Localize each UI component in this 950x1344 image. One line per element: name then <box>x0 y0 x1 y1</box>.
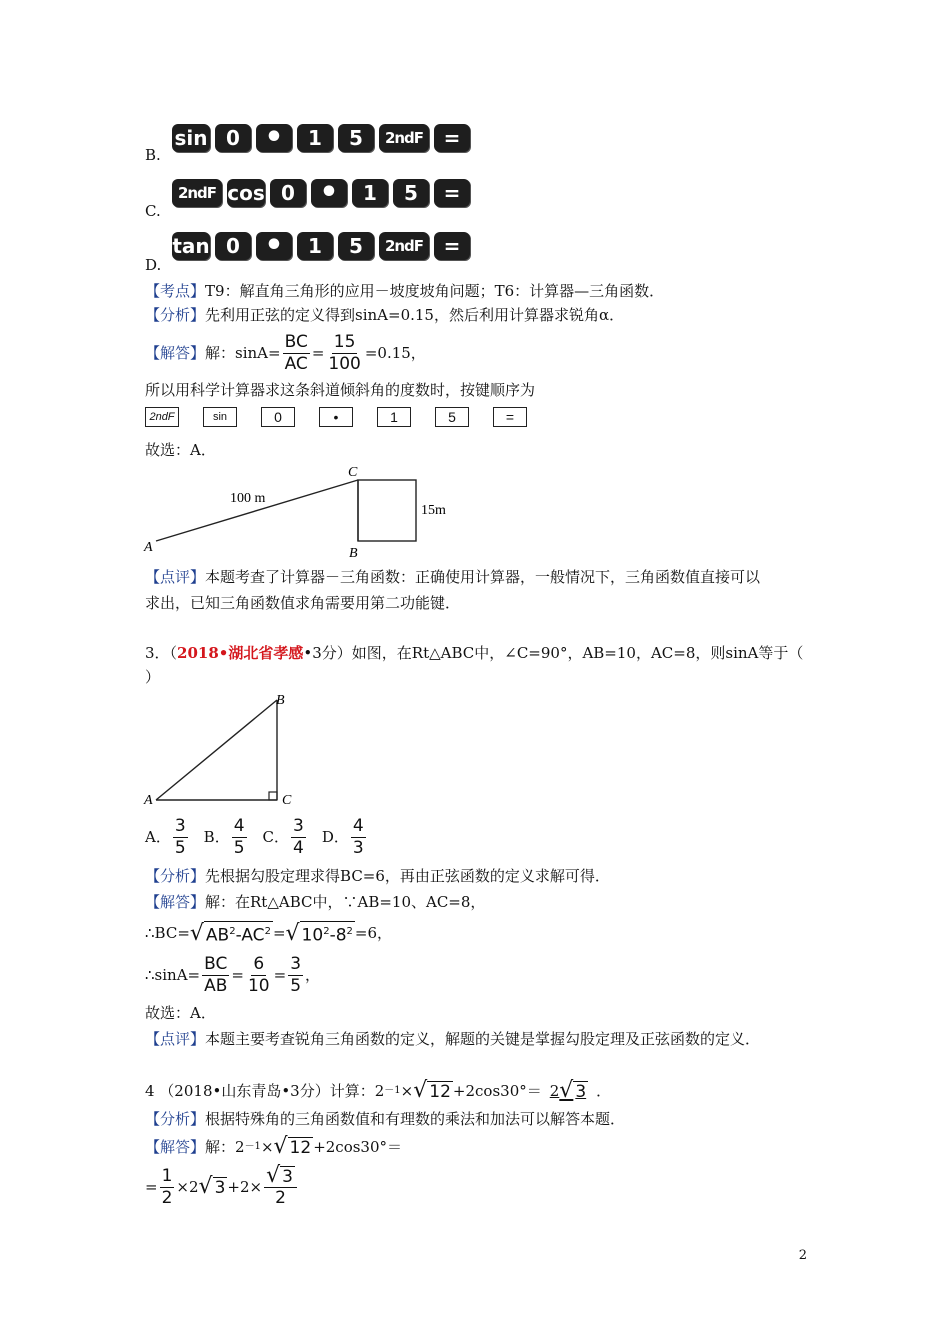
calc-key: 5 <box>338 124 374 152</box>
fraction <box>326 332 362 375</box>
denominator: 3 <box>352 837 364 858</box>
exponent: 2 <box>346 925 353 937</box>
radicand: 10 <box>301 925 324 946</box>
sqrt-icon: √ <box>189 921 204 947</box>
option-label: B． <box>203 828 230 846</box>
numerator: 4 <box>352 815 364 836</box>
step-mid: ×2 <box>176 1178 199 1196</box>
fraction <box>288 954 303 997</box>
calc-key: 5 <box>338 232 374 260</box>
numerator: 3 <box>293 815 304 836</box>
sqrt-expression <box>199 1176 228 1198</box>
numerator: 1 <box>161 1165 173 1186</box>
times-sign: × <box>400 1082 414 1100</box>
key-box: 2ndF <box>145 407 179 427</box>
radicand: -8 <box>329 925 347 946</box>
bc-prefix: ∴BC= <box>145 924 190 942</box>
label-b: B <box>349 546 358 561</box>
answer-coef: 2 <box>549 1082 560 1100</box>
label-a: A <box>144 540 153 555</box>
label-c: C <box>348 465 358 480</box>
numerator: 15 <box>333 331 356 352</box>
q4-head: 4 （2018•山东青岛•3分）计算：2 <box>145 1082 385 1100</box>
numerator: 3 <box>174 815 186 836</box>
denominator: 5 <box>233 837 245 858</box>
calc-key: = <box>434 124 470 152</box>
calc-key: 0 <box>215 232 251 260</box>
option-fraction <box>232 816 247 859</box>
jieda-tag: 【解答】 <box>145 1138 206 1156</box>
calc-key: = <box>434 179 470 207</box>
q3-source: 2018•湖北省孝感 <box>177 644 304 662</box>
q4-jieda <box>145 1133 402 1161</box>
fenxi-line <box>145 305 624 325</box>
option-b-keys <box>172 120 475 155</box>
q3-number: 3．（ <box>145 644 178 662</box>
fenxi-text: 先根据勾股定理求得BC=6，再由正弦函数的定义求解可得． <box>205 867 610 885</box>
jieda-tag: 【解答】 <box>145 344 206 362</box>
radicand: 12 <box>289 1138 312 1158</box>
jieda-prefix: 解：sinA= <box>205 344 281 362</box>
equals-sign: = <box>311 344 325 362</box>
fraction <box>264 1165 297 1209</box>
equals-sign: = <box>273 966 287 984</box>
jieda-head: 解：2 <box>205 1138 245 1156</box>
radicand: 3 <box>214 1178 226 1198</box>
sqrt-expression <box>274 1136 314 1158</box>
option-fraction <box>173 816 188 859</box>
triangle-diagram <box>140 686 310 810</box>
equals-sign: = <box>145 1178 158 1196</box>
key-box: sin <box>203 407 237 427</box>
sqrt-icon: √ <box>266 1163 281 1188</box>
denominator: 10 <box>247 975 270 996</box>
numerator: 6 <box>253 953 265 974</box>
sqrt-expression <box>286 921 355 946</box>
calc-key: 5 <box>393 179 429 207</box>
calc-key: 2ndF <box>172 179 222 207</box>
q3-stem-text: •3分）如图，在Rt△ABC中，∠C=90°，AB=10，AC=8，则sinA等于（ <box>303 644 804 662</box>
calc-key: 2ndF <box>379 232 429 260</box>
calc-key: • <box>256 124 292 152</box>
dianping-tag: 【点评】 <box>145 568 206 586</box>
denominator: AB <box>204 975 228 996</box>
order-text: 所以用科学计算器求这条斜道倾斜角的度数时，按键顺序为 <box>145 381 536 399</box>
calc-key: • <box>256 232 292 260</box>
calc-key: sin <box>172 124 210 152</box>
numerator <box>264 1165 297 1188</box>
kaodian-text: T9：解直角三角形的应用－坡度坡角问题；T6：计算器—三角函数． <box>205 282 665 300</box>
denominator: 5 <box>174 837 186 858</box>
option-c-keys <box>172 175 475 210</box>
fraction <box>246 954 272 997</box>
fenxi-tag: 【分析】 <box>145 1110 206 1128</box>
fraction <box>160 1166 175 1209</box>
denominator: 2 <box>161 1187 173 1208</box>
label-side: 15m <box>421 503 446 518</box>
calc-key: 1 <box>297 124 333 152</box>
fenxi-tag: 【分析】 <box>145 306 206 324</box>
q3-close: ） <box>145 668 161 686</box>
q4-tail: +2cos30°＝ <box>452 1082 542 1100</box>
slope-line <box>156 480 358 541</box>
calc-key: tan <box>172 234 210 258</box>
numerator: 3 <box>290 953 302 974</box>
dianping-tag: 【点评】 <box>145 1030 206 1048</box>
sqrt-icon: √ <box>413 1078 428 1103</box>
fraction <box>202 954 229 997</box>
q3-choose: 故选：A． <box>145 1004 216 1022</box>
step-plus: +2× <box>227 1178 263 1196</box>
order-keys <box>145 407 551 427</box>
page-number: 2 <box>798 1248 807 1263</box>
times-sign: × <box>260 1138 274 1156</box>
option-label: C． <box>262 828 290 846</box>
numerator: BC <box>284 331 308 352</box>
q4-step <box>145 1164 299 1210</box>
side-ab <box>156 700 277 800</box>
denominator: 2 <box>275 1188 286 1208</box>
key-box: 1 <box>377 407 411 427</box>
radicand: 3 <box>282 1167 293 1187</box>
option-c-label: C. <box>145 202 161 220</box>
denominator: AC <box>284 353 308 374</box>
sin-tail: ， <box>305 966 321 984</box>
exponent: －1 <box>244 1141 261 1152</box>
calc-key: 1 <box>352 179 388 207</box>
fenxi-text: 先利用正弦的定义得到sinA=0.15，然后利用计算器求锐角α． <box>205 306 625 324</box>
q3-sin-line <box>145 953 320 997</box>
label-c: C <box>282 793 292 808</box>
exponent: 2 <box>264 925 271 937</box>
sqrt-expression <box>413 1080 453 1102</box>
fraction <box>283 332 310 375</box>
radicand: AB <box>205 925 230 946</box>
sqrt-icon: √ <box>285 921 300 947</box>
q3-dianping <box>145 1029 760 1049</box>
sqrt-icon: √ <box>198 1174 213 1199</box>
q4-stem <box>145 1076 611 1106</box>
fenxi-text: 根据特殊角的三角函数值和有理数的乘法和加法可以解答本题． <box>205 1110 626 1128</box>
option-d <box>145 255 161 275</box>
slope-diagram <box>140 462 460 562</box>
sqrt-expression <box>190 921 273 946</box>
exponent: 2 <box>323 925 330 937</box>
option-label: A． <box>145 828 171 846</box>
q4-fenxi <box>145 1109 625 1129</box>
option-b <box>145 145 161 165</box>
dianping-text: 本题主要考查锐角三角函数的定义，解题的关键是掌握勾股定理及正弦函数的定义． <box>205 1030 761 1048</box>
sqrt-icon: √ <box>559 1078 574 1103</box>
numerator: BC <box>204 953 228 974</box>
calc-key: cos <box>227 181 265 205</box>
equals-sign: = <box>231 966 244 984</box>
jieda-result: =0.15， <box>364 344 426 362</box>
option-d-keys <box>172 228 475 263</box>
fenxi-tag: 【分析】 <box>145 867 206 885</box>
option-b-label: B. <box>145 146 161 164</box>
sqrt-icon: √ <box>273 1134 288 1159</box>
radicand: 3 <box>575 1082 587 1102</box>
jieda-text: 解：在Rt△ABC中，∵AB=10、AC=8， <box>205 893 486 911</box>
denominator: 5 <box>290 975 302 996</box>
calc-key: 2ndF <box>379 124 429 152</box>
calc-key: 0 <box>270 179 306 207</box>
dianping-text: 本题考查了计算器－三角函数：正确使用计算器，一般情况下，三角函数值直接可以 <box>205 568 761 586</box>
sqrt-expression <box>559 1080 588 1102</box>
calc-key: = <box>434 232 470 260</box>
label-b: B <box>276 693 285 708</box>
q4-tail: +2cos30°＝ <box>313 1138 403 1156</box>
q4-end: ． <box>596 1082 612 1100</box>
label-a: A <box>144 793 153 808</box>
calc-key: • <box>311 179 347 207</box>
option-label: D． <box>321 828 349 846</box>
bc-result: =6， <box>354 924 393 942</box>
calc-key: 0 <box>215 124 251 152</box>
denominator: 100 <box>328 353 361 374</box>
option-fraction <box>351 816 366 859</box>
q3-jieda <box>145 892 485 912</box>
option-c <box>145 201 161 221</box>
q3-options <box>145 815 368 859</box>
building-rect <box>358 480 416 541</box>
calc-key: 1 <box>297 232 333 260</box>
equals-sign: = <box>272 924 286 942</box>
key-box: • <box>319 407 353 427</box>
option-d-label: D. <box>145 256 162 274</box>
right-angle-mark <box>269 792 277 800</box>
answer-blank <box>542 1076 596 1106</box>
jieda-tag: 【解答】 <box>145 893 206 911</box>
denominator: 4 <box>293 837 304 858</box>
kaodian-line <box>145 281 664 301</box>
numerator: 4 <box>233 815 245 836</box>
q3-fenxi <box>145 866 610 886</box>
sin-prefix: ∴sinA= <box>145 966 201 984</box>
option-fraction <box>291 816 306 859</box>
key-box: = <box>493 407 527 427</box>
dianping-line2: 求出，已知三角函数值求角需要用第二功能键． <box>145 594 461 612</box>
radicand: -AC <box>235 925 265 946</box>
kaodian-tag: 【考点】 <box>145 282 206 300</box>
exponent: 2 <box>229 925 236 937</box>
q3-bc-line <box>145 916 392 950</box>
dianping-line1 <box>145 567 760 587</box>
label-hyp: 100 m <box>230 491 266 506</box>
radicand: 12 <box>429 1082 451 1102</box>
jieda-line <box>145 331 426 375</box>
q3-stem <box>145 643 803 663</box>
key-box: 5 <box>435 407 469 427</box>
exponent: －1 <box>384 1085 401 1096</box>
key-box: 0 <box>261 407 295 427</box>
choose-a: 故选：A． <box>145 441 216 459</box>
